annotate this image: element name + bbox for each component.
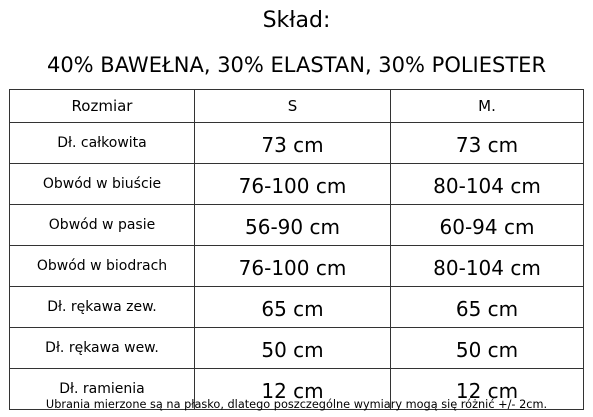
row-label: Obwód w biuście [10,164,195,205]
table-row [10,246,584,287]
table-row [10,164,584,205]
cell-s: 73 cm [195,123,391,164]
row-label: Dł. całkowita [10,123,195,164]
cell-s: 76-100 cm [195,246,391,287]
row-label: Obwód w biodrach [10,246,195,287]
row-label: Dł. ramienia [10,369,195,410]
row-label: Dł. rękawa wew. [10,328,195,369]
cell-m: 80-104 cm [391,246,584,287]
cell-s: 50 cm [195,328,391,369]
measurement-note: Ubrania mierzone są na płasko, dlatego poszczególne wymiary mogą się różnić +/- 2cm. [45,398,548,411]
page-title: Skład: [262,8,331,33]
header-size-m: M. [391,90,584,123]
table-row [10,328,584,369]
header-size: Rozmiar [10,90,195,123]
table-header-row [10,90,584,123]
row-label: Dł. rękawa zew. [10,287,195,328]
header-size-s: S [195,90,391,123]
cell-m: 50 cm [391,328,584,369]
cell-s: 76-100 cm [195,164,391,205]
cell-m: 80-104 cm [391,164,584,205]
cell-s: 12 cm [195,369,391,410]
cell-m: 60-94 cm [391,205,584,246]
row-label: Obwód w pasie [10,205,195,246]
table-row [10,123,584,164]
table-row [10,287,584,328]
table-row [10,205,584,246]
cell-m: 12 cm [391,369,584,410]
fabric-composition: 40% BAWEŁNA, 30% ELASTAN, 30% POLIESTER [46,53,547,77]
cell-m: 65 cm [391,287,584,328]
cell-s: 65 cm [195,287,391,328]
cell-m: 73 cm [391,123,584,164]
cell-s: 56-90 cm [195,205,391,246]
size-table [9,89,584,410]
